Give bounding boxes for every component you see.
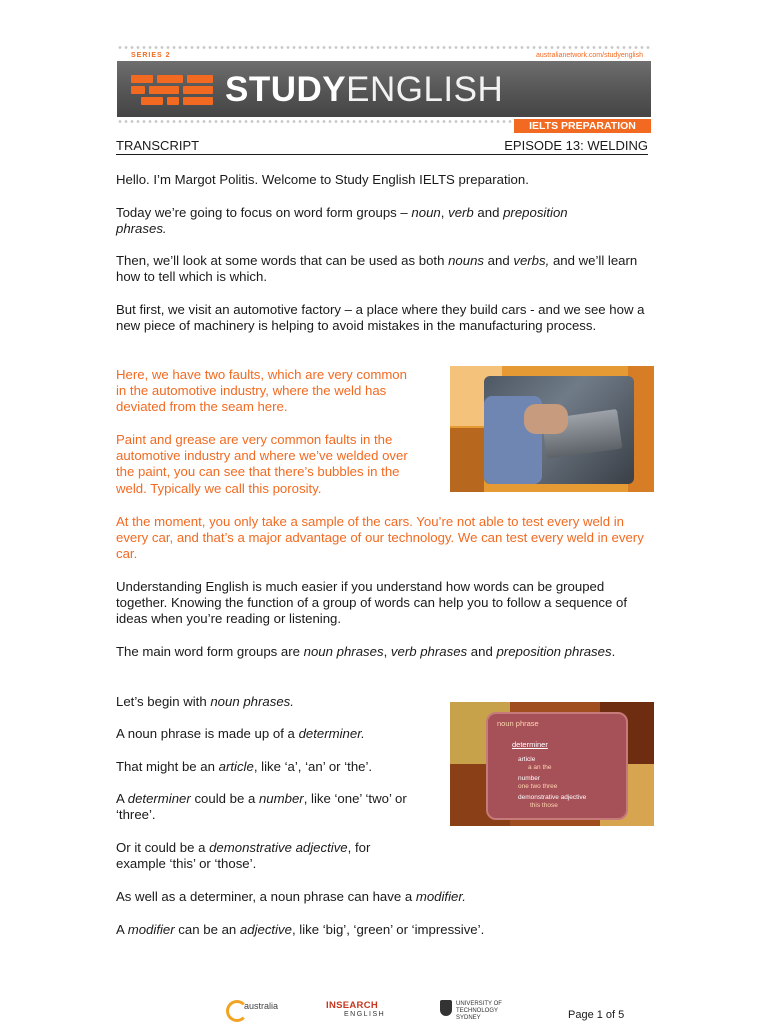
slide-number-values: one two three [518,783,558,790]
study-english-banner [117,45,651,133]
text-italic: noun [411,205,441,220]
text: A noun phrase is made up of a [116,726,299,741]
paragraph-word-form-groups [116,644,616,660]
text-italic: preposition phrases [116,205,568,237]
text-italic: noun phrases [303,644,384,659]
paragraph-number [116,791,421,823]
paragraph-focus [116,205,616,237]
text-italic: verb [448,205,474,220]
uts-logo-text [456,1001,520,1022]
text-italic: article [218,759,254,774]
paragraph-understanding: Understanding English is much easier if you understand how words can be grouped together. Knowing the function of a group of words can help you to follow a sequence of ideas when you’re reading or listening. [116,579,627,627]
text: A [116,791,128,806]
banner-url: australianetwork.com/studyenglish [536,52,643,59]
text: , like ‘big’, ‘green’ or ‘impressive’. [291,922,485,937]
text: and we’ll learn how to tell which is which. [116,253,638,285]
slide-article-label: article [518,756,536,763]
slide-demo-values: this those [530,802,558,809]
banner-bar [117,61,651,117]
text-italic: determiner. [298,726,365,741]
page-number: Page 1 of 5 [568,1009,625,1021]
text: and [467,644,497,659]
uts-crest-icon [440,998,520,1022]
dotted-border-bottom [117,119,514,124]
paragraph-quote-faults: Here, we have two faults, which are very common in the automotive industry, where the weld has deviated from the seam here. [116,367,407,415]
text: Then, we’ll look at some words that can be used as both [116,253,449,268]
slide-article-values: a an the [528,764,552,771]
transcript-label: TRANSCRIPT [116,138,200,153]
welding-photo [450,366,654,492]
text: , like ‘one’ ‘two’ or ‘three’. [116,791,407,823]
text: A [116,922,128,937]
text: can be an [174,922,240,937]
australia-logo-text: australia [244,1001,279,1011]
text: , [383,644,391,659]
text: Or it could be a [116,840,210,855]
text-italic: adjective [239,922,292,937]
slide-heading: determiner [512,740,548,749]
text: , [440,205,449,220]
paragraph-adjective [116,922,656,938]
text-italic: preposition phrases [496,644,612,659]
paragraph-begin-noun [116,694,436,710]
paragraph-greeting: Hello. I’m Margot Politis. Welcome to Study English IELTS preparation. [116,172,529,187]
brand-title [225,70,503,110]
australia-network-logo-icon [226,998,286,1022]
paragraph-nouns-verbs [116,253,650,285]
text-italic: determiner [127,791,191,806]
text: , for example ‘this’ or ‘those’. [116,840,371,872]
uts-line-1: UNIVERSITY OF [456,1001,502,1007]
welding-photo-image [484,376,634,484]
text: Let’s begin with [116,694,211,709]
text-italic: noun phrases. [210,694,294,709]
paragraph-modifier [116,889,656,905]
brand-regular: ENGLISH [346,70,504,109]
text-italic: verb phrases [390,644,468,659]
text: , like ‘a’, ‘an’ or ‘the’. [253,759,373,774]
paragraph-article [116,759,436,775]
noun-phrase-slide [450,702,654,826]
paragraph-determiner [116,726,436,742]
text: . [611,644,616,659]
text: and [473,205,504,220]
text-italic: verbs, [513,253,550,268]
paragraph-quote-paint: Paint and grease are very common faults in the automotive industry and where we’ve welded over the paint, you can see that there’s bubbles in the weld. Typically we call this porosity. [116,432,408,496]
text-italic: modifier [127,922,175,937]
text-italic: modifier. [415,889,466,904]
text: Today we’re going to focus on word form groups – [116,205,412,220]
brand-bold: STUDY [225,70,347,109]
series-label: SERIES 2 [131,52,171,59]
text-italic: demonstrative adjective [209,840,348,855]
text: could be a [190,791,259,806]
uts-line-2: TECHNOLOGY SYDNEY [456,1008,498,1021]
ielts-tag: IELTS PREPARATION [514,119,651,133]
study-english-logo-icon [131,75,215,105]
slide-title: noun phrase [497,719,539,728]
insearch-logo-text: INSEARCH [326,1000,379,1011]
insearch-logo-subtext: ENGLISH [344,1011,386,1018]
document-header [116,138,648,155]
paragraph-factory-intro: But first, we visit an automotive factory – a place where they build cars - and we see how a new piece of machinery is helping to avoid mistakes in the manufacturing process. [116,302,645,334]
text: and [484,253,514,268]
text-italic: nouns [448,253,485,268]
text: As well as a determiner, a noun phrase can have a [116,889,416,904]
episode-title: EPISODE 13: WELDING [504,138,648,153]
text: That might be an [116,759,219,774]
text-italic: number [258,791,304,806]
paragraph-quote-sample: At the moment, you only take a sample of the cars. You’re not able to test every weld in every car, and that’s a major advantage of our technology. We can test every weld in every car. [116,514,644,562]
text-italic: . [162,221,167,237]
paragraph-demonstrative [116,840,416,872]
insearch-logo-icon [326,998,396,1022]
dotted-border-top [117,45,651,50]
slide-number-label: number [518,775,541,782]
text: The main word form groups are [116,644,304,659]
slide-card [486,712,628,820]
slide-demo-label: demonstrative adjective [518,794,587,801]
